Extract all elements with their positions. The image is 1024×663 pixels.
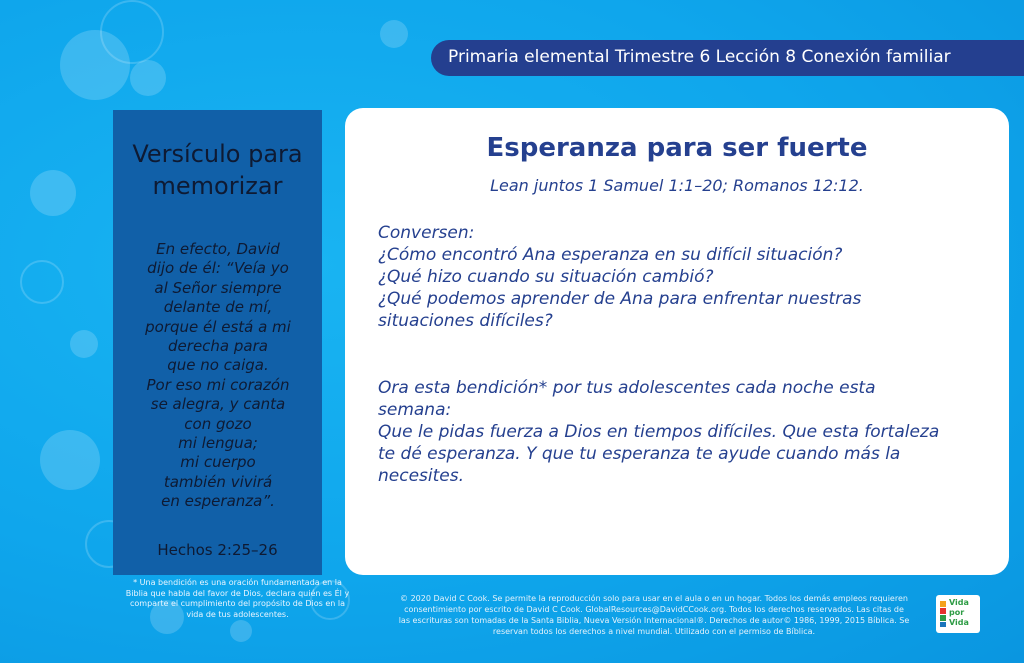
decorative-bubble xyxy=(40,430,100,490)
vida-por-vida-logo xyxy=(936,595,980,633)
logo-text: Vida por Vida xyxy=(949,598,969,627)
memory-verse-reference: Hechos 2:25–26 xyxy=(157,541,278,559)
decorative-bubble xyxy=(30,170,76,216)
decorative-bubble xyxy=(70,330,98,358)
discussion-questions: Conversen: ¿Cómo encontró Ana esperanza en su difícil situación? ¿Qué hizo cuando su situación cambió? ¿Qué podemos aprender de Ana para enfrentar nuestras situaciones difíciles? xyxy=(378,223,862,331)
decorative-bubble xyxy=(380,20,408,48)
decorative-bubble xyxy=(100,0,164,64)
blessing-footnote: * Una bendición es una oración fundamentada en la Biblia que habla del favor de Dios, declara quién es Él y comparte el cumplimiento del propósito de Dios en la vida de tus adolescentes. xyxy=(125,578,350,619)
decorative-bubble xyxy=(130,60,166,96)
lesson-title: Esperanza para ser fuerte xyxy=(486,133,868,163)
copyright-notice: © 2020 David C Cook. Se permite la reproducción solo para usar en el aula o en un hogar. Todos los demás empleos requieren consentimiento por escrito de David C Cook. GlobalResources@DavidCCook.org. Todos los derechos reservados. Las citas de las escrituras son tomadas de la Santa Biblia, Nueva Versión Internacional®. Derechos de autor© 1986, 1999, 2015 Bíblica. Se reservan todos los derechos a nivel mundial. Utilizado con el permiso de Bíblica. xyxy=(398,594,910,636)
logo-mark-icon xyxy=(940,601,946,627)
decorative-bubble xyxy=(230,620,252,642)
blessing-text: Ora esta bendición* por tus adolescentes cada noche esta semana: Que le pidas fuerza a Dios en tiempos difíciles. Que esta fortaleza te dé esperanza. Y que tu esperanza te ayude cuando más la necesites. xyxy=(378,378,940,486)
decorative-bubble xyxy=(20,260,64,304)
scripture-reading: Lean juntos 1 Samuel 1:1–20; Romanos 12:12. xyxy=(490,176,864,195)
memory-verse-text: En efecto, David dijo de él: “Veía yo al Señor siempre delante de mí, porque él está a mi derecha para que no caiga. Por eso mi corazón se alegra, y canta con gozo mi lengua; mi cuerpo también vivirá en esperanza”. xyxy=(145,240,291,511)
lesson-header: Primaria elemental Trimestre 6 Lección 8 Conexión familiar xyxy=(448,47,951,67)
memory-verse-title: Versículo para memorizar xyxy=(132,140,303,200)
